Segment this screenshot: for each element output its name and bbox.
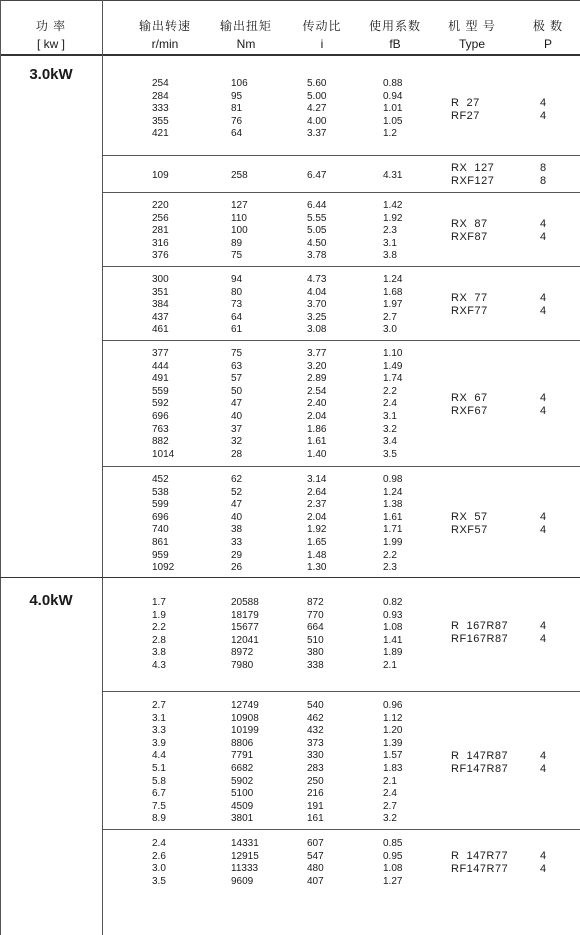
torque-value: 94 <box>231 274 243 285</box>
torque-value: 15677 <box>231 622 259 634</box>
factor-value: 3.2 <box>383 813 397 825</box>
speed-value: 3.3 <box>152 725 166 737</box>
speed-value: 452 <box>152 474 169 485</box>
speed-value: 559 <box>152 385 169 397</box>
speed-value: 316 <box>152 237 169 249</box>
factor-value: 1.49 <box>383 360 403 372</box>
torque-value: 100 <box>231 225 248 237</box>
ratio-value: 5.00 <box>307 90 327 102</box>
factor-value: 1.74 <box>383 373 403 385</box>
speed-value: 592 <box>152 398 169 410</box>
torque-value: 47 <box>231 398 243 410</box>
table-row-group <box>102 577 580 692</box>
factor-value: 2.1 <box>383 775 397 787</box>
torque-value: 8972 <box>231 647 254 659</box>
ratio-value: 161 <box>307 813 324 825</box>
factor-value: 2.4 <box>383 788 397 800</box>
header-torque-unit: Nm <box>236 37 256 51</box>
model-type: RXF57 <box>451 524 488 536</box>
ratio-value: 547 <box>307 850 324 862</box>
torque-value: 89 <box>231 237 243 249</box>
speed-value: 740 <box>152 524 169 536</box>
speed-value: 5.8 <box>152 775 166 787</box>
header-model-label: 机 型 号 <box>448 19 496 33</box>
speed-value: 2.4 <box>152 838 166 849</box>
factor-value: 3.2 <box>383 423 397 435</box>
header-ratio <box>284 1 360 57</box>
torque-value: 11333 <box>231 863 259 875</box>
factor-value: 1.68 <box>383 286 403 298</box>
ratio-value: 1.65 <box>307 537 327 548</box>
speed-value: 437 <box>152 311 169 323</box>
ratio-value: 5.05 <box>307 225 327 237</box>
table-row-group <box>102 267 580 341</box>
ratio-value: 3.20 <box>307 360 327 372</box>
factor-value: 3.8 <box>383 250 397 262</box>
header-torque <box>206 1 286 57</box>
model-type: RX 67 <box>451 392 488 404</box>
torque-value: 32 <box>231 436 243 448</box>
torque-value: 10199 <box>231 725 259 737</box>
factor-value: 1.97 <box>383 299 403 311</box>
factor-value: 2.3 <box>383 225 397 237</box>
speed-value: 599 <box>152 499 169 511</box>
model-type: RXF77 <box>451 305 488 317</box>
speed-value: 3.5 <box>152 875 166 887</box>
torque-value: 64 <box>231 128 243 140</box>
speed-value: 3.0 <box>152 863 166 875</box>
poles-value: 4 <box>540 863 547 875</box>
torque-value: 40 <box>231 411 243 422</box>
torque-value: 29 <box>231 549 243 561</box>
speed-value: 109 <box>152 170 169 181</box>
header-factor <box>355 1 435 57</box>
speed-value: 421 <box>152 128 169 140</box>
header-factor-unit: fB <box>389 37 401 51</box>
poles-value: 4 <box>540 305 547 317</box>
factor-value: 3.0 <box>383 324 397 336</box>
factor-value: 1.2 <box>383 128 397 140</box>
poles-value: 4 <box>540 620 547 632</box>
factor-value: 0.98 <box>383 474 403 485</box>
ratio-value: 607 <box>307 838 324 849</box>
speed-value: 384 <box>152 299 169 311</box>
speed-value: 5.1 <box>152 763 166 774</box>
poles-value: 4 <box>540 231 547 243</box>
speed-value: 300 <box>152 274 169 285</box>
factor-value: 2.2 <box>383 385 397 397</box>
header-power <box>0 1 102 57</box>
poles-value: 4 <box>540 292 547 304</box>
torque-value: 62 <box>231 474 243 485</box>
factor-value: 1.27 <box>383 875 403 887</box>
ratio-value: 250 <box>307 775 324 787</box>
speed-value: 220 <box>152 200 169 211</box>
torque-value: 26 <box>231 562 243 574</box>
poles-value: 4 <box>540 97 547 109</box>
ratio-value: 6.47 <box>307 170 327 181</box>
factor-value: 1.10 <box>383 348 403 359</box>
ratio-value: 5.55 <box>307 212 327 224</box>
ratio-value: 3.08 <box>307 324 327 336</box>
factor-value: 1.08 <box>383 863 403 875</box>
speed-value: 4.3 <box>152 660 166 671</box>
torque-value: 52 <box>231 486 243 498</box>
torque-value: 64 <box>231 311 243 323</box>
factor-value: 2.7 <box>383 311 397 323</box>
torque-value: 7791 <box>231 750 254 762</box>
model-type: R 167R87 <box>451 620 509 632</box>
torque-value: 47 <box>231 499 243 511</box>
torque-value: 18179 <box>231 609 259 621</box>
torque-value: 14331 <box>231 838 259 849</box>
ratio-value: 480 <box>307 863 324 875</box>
factor-value: 0.95 <box>383 850 403 862</box>
ratio-value: 3.37 <box>307 128 327 140</box>
ratio-value: 664 <box>307 622 324 634</box>
factor-value: 2.2 <box>383 549 397 561</box>
ratio-value: 432 <box>307 725 324 737</box>
speed-value: 882 <box>152 436 169 448</box>
torque-value: 95 <box>231 90 243 102</box>
model-type: RXF127 <box>451 175 495 187</box>
power-label-3kw: 3.0kW <box>29 66 73 83</box>
speed-value: 444 <box>152 360 169 372</box>
speed-value: 3.9 <box>152 737 166 749</box>
factor-value: 1.39 <box>383 737 403 749</box>
torque-value: 50 <box>231 385 243 397</box>
speed-value: 7.5 <box>152 800 166 812</box>
factor-value: 1.05 <box>383 115 403 127</box>
ratio-value: 3.78 <box>307 250 327 262</box>
power-label-4kw: 4.0kW <box>29 592 73 609</box>
ratio-value: 1.86 <box>307 423 327 435</box>
ratio-value: 5.60 <box>307 78 327 89</box>
torque-value: 81 <box>231 103 243 115</box>
model-type: R 27 <box>451 97 480 109</box>
model-type: R 147R77 <box>451 850 509 862</box>
ratio-value: 4.27 <box>307 103 327 115</box>
speed-value: 4.4 <box>152 750 166 762</box>
ratio-value: 4.73 <box>307 274 327 285</box>
torque-value: 57 <box>231 373 243 385</box>
header-model-unit: Type <box>458 37 485 51</box>
factor-value: 1.99 <box>383 537 403 548</box>
torque-value: 12749 <box>231 700 259 711</box>
ratio-value: 540 <box>307 700 324 711</box>
factor-value: 2.3 <box>383 562 397 574</box>
speed-value: 1.9 <box>152 609 166 621</box>
factor-value: 0.94 <box>383 90 403 102</box>
ratio-value: 4.00 <box>307 115 327 127</box>
speed-value: 3.1 <box>152 712 166 724</box>
factor-value: 3.1 <box>383 237 397 249</box>
model-type: RX 77 <box>451 292 488 304</box>
factor-value: 1.12 <box>383 712 403 724</box>
ratio-value: 3.25 <box>307 311 327 323</box>
header-ratio-label: 传动比 <box>302 19 342 33</box>
torque-value: 40 <box>231 511 243 523</box>
factor-value: 0.85 <box>383 838 403 849</box>
ratio-value: 1.40 <box>307 448 327 460</box>
ratio-value: 283 <box>307 763 324 774</box>
torque-value: 73 <box>231 299 243 311</box>
model-type: RF167R87 <box>451 633 509 645</box>
factor-value: 4.31 <box>383 170 403 181</box>
torque-value: 3801 <box>231 813 254 825</box>
model-type: RF147R77 <box>451 863 509 875</box>
speed-value: 254 <box>152 78 169 89</box>
table-row-group <box>102 692 580 830</box>
factor-value: 0.93 <box>383 609 403 621</box>
factor-value: 1.38 <box>383 499 403 511</box>
torque-value: 9609 <box>231 875 254 887</box>
speed-value: 284 <box>152 90 169 102</box>
table-row-group <box>102 341 580 467</box>
factor-value: 1.24 <box>383 486 403 498</box>
poles-value: 4 <box>540 633 547 645</box>
poles-value: 8 <box>540 175 547 187</box>
header-ratio-unit: i <box>320 37 324 51</box>
torque-value: 258 <box>231 170 248 181</box>
ratio-value: 338 <box>307 660 324 671</box>
ratio-value: 1.61 <box>307 436 327 448</box>
ratio-value: 1.48 <box>307 549 327 561</box>
speed-value: 696 <box>152 411 169 422</box>
torque-value: 7980 <box>231 660 254 671</box>
torque-value: 12915 <box>231 850 259 862</box>
ratio-value: 2.37 <box>307 499 327 511</box>
factor-value: 1.61 <box>383 511 403 523</box>
ratio-value: 462 <box>307 712 324 724</box>
table-row-group <box>102 156 580 193</box>
speed-value: 491 <box>152 373 169 385</box>
factor-value: 0.82 <box>383 597 403 608</box>
model-type: R 147R87 <box>451 750 509 762</box>
torque-value: 20588 <box>231 597 259 608</box>
table-row-group <box>102 467 580 577</box>
poles-value: 4 <box>540 110 547 122</box>
factor-value: 1.41 <box>383 634 403 646</box>
ratio-value: 191 <box>307 800 324 812</box>
torque-value: 76 <box>231 115 243 127</box>
torque-value: 10908 <box>231 712 259 724</box>
poles-value: 4 <box>540 763 547 775</box>
torque-value: 80 <box>231 286 243 298</box>
ratio-value: 3.14 <box>307 474 327 485</box>
ratio-value: 872 <box>307 597 324 608</box>
header-poles-label: 极 数 <box>532 19 564 33</box>
header-speed-label: 输出转速 <box>138 19 191 33</box>
table-header <box>0 0 580 56</box>
header-power-label: 功 率 <box>35 19 67 33</box>
ratio-value: 2.04 <box>307 511 327 523</box>
ratio-value: 770 <box>307 609 324 621</box>
speed-value: 2.2 <box>152 622 166 634</box>
speed-value: 1.7 <box>152 597 166 608</box>
speed-value: 8.9 <box>152 813 166 825</box>
torque-value: 127 <box>231 200 248 211</box>
poles-value: 4 <box>540 218 547 230</box>
speed-value: 355 <box>152 115 169 127</box>
speed-value: 281 <box>152 225 169 237</box>
ratio-value: 6.44 <box>307 200 327 211</box>
factor-value: 1.92 <box>383 212 403 224</box>
header-torque-label: 输出扭矩 <box>219 19 272 33</box>
factor-value: 1.08 <box>383 622 403 634</box>
speed-value: 376 <box>152 250 169 262</box>
torque-value: 110 <box>231 212 247 224</box>
factor-value: 3.1 <box>383 411 397 422</box>
factor-value: 0.96 <box>383 700 403 711</box>
poles-value: 4 <box>540 750 547 762</box>
ratio-value: 2.64 <box>307 486 327 498</box>
speed-value: 2.7 <box>152 700 166 711</box>
header-poles-unit: P <box>543 37 552 51</box>
torque-value: 63 <box>231 360 243 372</box>
factor-value: 1.83 <box>383 763 403 774</box>
factor-value: 2.1 <box>383 660 397 671</box>
ratio-value: 3.70 <box>307 299 327 311</box>
factor-value: 3.5 <box>383 448 397 460</box>
torque-value: 28 <box>231 448 243 460</box>
torque-value: 61 <box>231 324 243 336</box>
speed-value: 3.8 <box>152 647 166 659</box>
factor-value: 1.57 <box>383 750 403 762</box>
speed-value: 696 <box>152 511 169 523</box>
speed-value: 1014 <box>152 448 175 460</box>
torque-value: 75 <box>231 250 243 262</box>
poles-value: 4 <box>540 850 547 862</box>
ratio-value: 1.30 <box>307 562 327 574</box>
factor-value: 1.01 <box>383 103 403 115</box>
header-model <box>432 1 512 57</box>
speed-value: 763 <box>152 423 169 435</box>
factor-value: 1.42 <box>383 200 403 211</box>
ratio-value: 510 <box>307 634 324 646</box>
speed-value: 2.8 <box>152 634 166 646</box>
torque-value: 5100 <box>231 788 254 800</box>
poles-value: 4 <box>540 511 547 523</box>
torque-value: 38 <box>231 524 243 536</box>
poles-value: 4 <box>540 524 547 536</box>
header-power-unit: [ kw ] <box>36 37 65 51</box>
speed-value: 538 <box>152 486 169 498</box>
torque-value: 8806 <box>231 737 254 749</box>
speed-value: 959 <box>152 549 169 561</box>
factor-value: 1.24 <box>383 274 403 285</box>
model-type: RX 57 <box>451 511 488 523</box>
ratio-value: 4.50 <box>307 237 327 249</box>
speed-value: 461 <box>152 324 169 336</box>
ratio-value: 2.40 <box>307 398 327 410</box>
ratio-value: 2.04 <box>307 411 327 422</box>
poles-value: 4 <box>540 405 547 417</box>
table-row-group <box>102 830 580 935</box>
torque-value: 75 <box>231 348 243 359</box>
factor-value: 2.7 <box>383 800 397 812</box>
ratio-value: 4.04 <box>307 286 327 298</box>
torque-value: 106 <box>231 78 248 89</box>
table-row-group <box>102 193 580 267</box>
speed-value: 333 <box>152 103 169 115</box>
factor-value: 0.88 <box>383 78 403 89</box>
torque-value: 5902 <box>231 775 254 787</box>
header-speed <box>125 1 205 57</box>
header-speed-unit: r/min <box>151 37 179 51</box>
ratio-value: 330 <box>307 750 324 762</box>
factor-value: 1.89 <box>383 647 403 659</box>
header-factor-label: 使用系数 <box>368 19 421 33</box>
torque-value: 37 <box>231 423 243 435</box>
factor-value: 1.20 <box>383 725 403 737</box>
ratio-value: 2.89 <box>307 373 327 385</box>
poles-value: 8 <box>540 162 547 174</box>
model-type: RF147R87 <box>451 763 509 775</box>
speed-value: 2.6 <box>152 850 166 862</box>
speed-value: 256 <box>152 212 169 224</box>
table-row-group <box>102 56 580 156</box>
model-type: RX 87 <box>451 218 488 230</box>
poles-value: 4 <box>540 392 547 404</box>
speed-value: 351 <box>152 286 169 298</box>
factor-value: 3.4 <box>383 436 397 448</box>
header-poles <box>520 1 576 57</box>
factor-value: 1.71 <box>383 524 403 536</box>
ratio-value: 216 <box>307 788 324 800</box>
ratio-value: 407 <box>307 875 324 887</box>
model-type: RF27 <box>451 110 480 122</box>
speed-value: 1092 <box>152 562 175 574</box>
torque-value: 4509 <box>231 800 254 812</box>
table-left-border <box>0 0 1 935</box>
ratio-value: 1.92 <box>307 524 327 536</box>
model-type: RXF67 <box>451 405 488 417</box>
speed-value: 377 <box>152 348 169 359</box>
torque-value: 12041 <box>231 634 259 646</box>
ratio-value: 2.54 <box>307 385 327 397</box>
torque-value: 33 <box>231 537 243 548</box>
speed-value: 6.7 <box>152 788 166 800</box>
ratio-value: 380 <box>307 647 324 659</box>
torque-value: 6682 <box>231 763 254 774</box>
factor-value: 2.4 <box>383 398 397 410</box>
model-type: RX 127 <box>451 162 495 174</box>
model-type: RXF87 <box>451 231 488 243</box>
ratio-value: 3.77 <box>307 348 327 359</box>
ratio-value: 373 <box>307 737 324 749</box>
speed-value: 861 <box>152 537 169 548</box>
